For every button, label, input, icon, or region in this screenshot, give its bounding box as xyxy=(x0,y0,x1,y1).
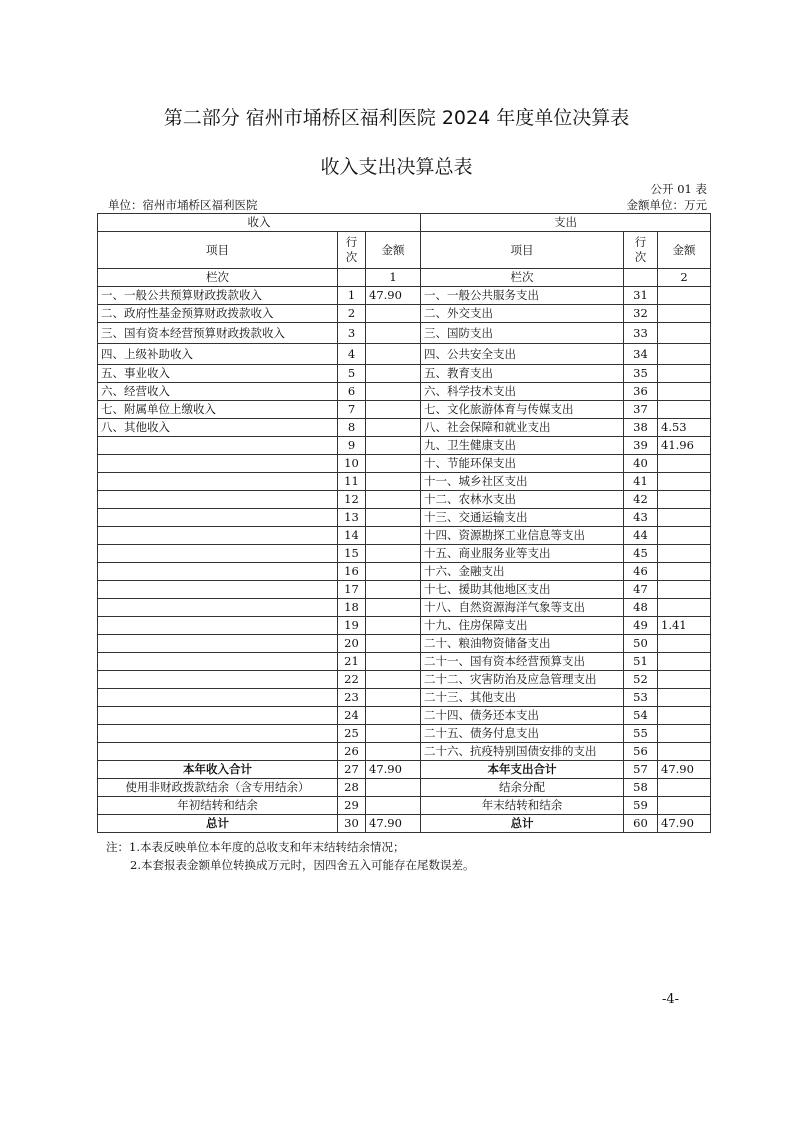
table-row xyxy=(98,401,711,419)
expense-row-number: 44 xyxy=(624,527,658,545)
income-item xyxy=(98,545,338,563)
summary-row xyxy=(98,761,711,779)
table-row xyxy=(98,671,711,689)
income-item xyxy=(98,473,338,491)
income-amount: 47.90 xyxy=(366,287,421,305)
income-item: 七、附属单位上缴收入 xyxy=(98,401,338,419)
expense-amount xyxy=(658,545,711,563)
income-amount xyxy=(366,779,421,797)
expense-row-number: 51 xyxy=(624,653,658,671)
expense-item: 三、国防支出 xyxy=(421,323,624,344)
income-amount xyxy=(366,797,421,815)
expense-amount: 47.90 xyxy=(658,761,711,779)
expense-row-number: 41 xyxy=(624,473,658,491)
expense-row-number: 42 xyxy=(624,491,658,509)
form-number: 公开 01 表 xyxy=(650,182,707,196)
expense-item: 二十一、国有资本经营预算支出 xyxy=(421,653,624,671)
expense-row-number: 50 xyxy=(624,635,658,653)
income-amount xyxy=(366,365,421,383)
page-title: 第二部分 宿州市埇桥区福利医院 2024 年度单位决算表 xyxy=(163,107,630,129)
summary-row xyxy=(98,779,711,797)
expense-item: 二十四、债务还本支出 xyxy=(421,707,624,725)
expense-amount xyxy=(658,779,711,797)
expense-item: 五、教育支出 xyxy=(421,365,624,383)
expense-amount xyxy=(658,743,711,761)
income-item: 一、一般公共预算财政拨款收入 xyxy=(98,287,338,305)
income-item: 六、经营收入 xyxy=(98,383,338,401)
income-amount xyxy=(366,509,421,527)
table-row xyxy=(98,743,711,761)
expense-row-number: 55 xyxy=(624,725,658,743)
expense-amount xyxy=(658,563,711,581)
expense-item: 十七、援助其他地区支出 xyxy=(421,581,624,599)
expense-item: 二十三、其他支出 xyxy=(421,689,624,707)
income-row-number: 2 xyxy=(338,305,366,323)
expense-item: 十五、商业服务业等支出 xyxy=(421,545,624,563)
income-amount xyxy=(366,671,421,689)
unit-label: 单位：宿州市埇桥区福利医院 xyxy=(108,198,258,212)
income-item: 八、其他收入 xyxy=(98,419,338,437)
income-lanci-label: 栏次 xyxy=(98,269,338,287)
expense-row-number: 59 xyxy=(624,797,658,815)
income-rowno-header: 行 次 xyxy=(338,232,366,269)
table-row xyxy=(98,455,711,473)
table-row xyxy=(98,419,711,437)
expense-row-number: 39 xyxy=(624,437,658,455)
income-summary-label: 使用非财政拨款结余（含专用结余） xyxy=(98,779,338,797)
income-row-number: 11 xyxy=(338,473,366,491)
expense-row-number: 40 xyxy=(624,455,658,473)
expense-row-number: 48 xyxy=(624,599,658,617)
income-item: 二、政府性基金预算财政拨款收入 xyxy=(98,305,338,323)
income-amount xyxy=(366,545,421,563)
income-summary-label: 年初结转和结余 xyxy=(98,797,338,815)
expense-row-number: 58 xyxy=(624,779,658,797)
expense-row-number: 38 xyxy=(624,419,658,437)
income-item: 五、事业收入 xyxy=(98,365,338,383)
income-item xyxy=(98,599,338,617)
section-header-row xyxy=(98,214,711,232)
expense-row-number: 49 xyxy=(624,617,658,635)
table-row xyxy=(98,617,711,635)
expense-item: 二十、粮油物资储备支出 xyxy=(421,635,624,653)
table-row xyxy=(98,473,711,491)
summary-row xyxy=(98,815,711,833)
table-row xyxy=(98,545,711,563)
income-row-number: 12 xyxy=(338,491,366,509)
table-row xyxy=(98,635,711,653)
income-amount xyxy=(366,563,421,581)
income-row-number: 27 xyxy=(338,761,366,779)
column-header-row xyxy=(98,232,711,269)
income-item xyxy=(98,455,338,473)
income-item xyxy=(98,617,338,635)
table-row xyxy=(98,725,711,743)
expense-item: 十、节能环保支出 xyxy=(421,455,624,473)
income-row-number: 25 xyxy=(338,725,366,743)
page-number: -4- xyxy=(662,992,680,1007)
income-lanci-value: 1 xyxy=(366,269,421,287)
income-item xyxy=(98,437,338,455)
expense-amount: 4.53 xyxy=(658,419,711,437)
income-row-number: 29 xyxy=(338,797,366,815)
expense-row-number: 53 xyxy=(624,689,658,707)
table-row xyxy=(98,437,711,455)
expense-item: 八、社会保障和就业支出 xyxy=(421,419,624,437)
table-row xyxy=(98,491,711,509)
expense-lanci-rowno xyxy=(624,269,658,287)
expense-summary-label: 年末结转和结余 xyxy=(421,797,624,815)
expense-amount xyxy=(658,581,711,599)
expense-amount xyxy=(658,527,711,545)
income-row-number: 1 xyxy=(338,287,366,305)
expense-item: 十二、农林水支出 xyxy=(421,491,624,509)
income-amount xyxy=(366,707,421,725)
expense-lanci-value: 2 xyxy=(658,269,711,287)
expense-amount xyxy=(658,707,711,725)
income-row-number: 24 xyxy=(338,707,366,725)
expense-item: 七、文化旅游体育与传媒支出 xyxy=(421,401,624,419)
expense-row-number: 34 xyxy=(624,344,658,365)
income-row-number: 23 xyxy=(338,689,366,707)
income-amount xyxy=(366,473,421,491)
income-item: 三、国有资本经营预算财政拨款收入 xyxy=(98,323,338,344)
table-row xyxy=(98,653,711,671)
expense-row-number: 43 xyxy=(624,509,658,527)
income-row-number: 7 xyxy=(338,401,366,419)
income-amount: 47.90 xyxy=(366,761,421,779)
income-amount xyxy=(366,401,421,419)
income-row-number: 4 xyxy=(338,344,366,365)
income-amount xyxy=(366,323,421,344)
income-row-number: 19 xyxy=(338,617,366,635)
expense-row-number: 35 xyxy=(624,365,658,383)
expense-lanci-label: 栏次 xyxy=(421,269,624,287)
expense-amount xyxy=(658,455,711,473)
expense-item: 四、公共安全支出 xyxy=(421,344,624,365)
expense-amount xyxy=(658,365,711,383)
expense-row-number: 60 xyxy=(624,815,658,833)
expense-item-header: 项目 xyxy=(421,232,624,269)
income-amount xyxy=(366,455,421,473)
income-amount xyxy=(366,635,421,653)
expense-row-number: 32 xyxy=(624,305,658,323)
table-row xyxy=(98,323,711,344)
expense-amount xyxy=(658,797,711,815)
expense-item: 二十五、债务付息支出 xyxy=(421,725,624,743)
table-row xyxy=(98,707,711,725)
expense-rowno-header: 行 次 xyxy=(624,232,658,269)
expense-amount xyxy=(658,491,711,509)
expense-amount xyxy=(658,287,711,305)
income-amount xyxy=(366,689,421,707)
income-row-number: 8 xyxy=(338,419,366,437)
expense-amount xyxy=(658,509,711,527)
note-line-2: 2.本套报表金额单位转换成万元时，因四舍五入可能存在尾数误差。 xyxy=(130,858,475,872)
expense-amount xyxy=(658,401,711,419)
income-amount xyxy=(366,437,421,455)
income-expense-table xyxy=(97,213,711,833)
income-amount xyxy=(366,527,421,545)
income-row-number: 28 xyxy=(338,779,366,797)
income-item xyxy=(98,563,338,581)
expense-amount xyxy=(658,473,711,491)
income-row-number: 3 xyxy=(338,323,366,344)
expense-amount xyxy=(658,689,711,707)
income-amount xyxy=(366,344,421,365)
income-amount xyxy=(366,653,421,671)
income-row-number: 22 xyxy=(338,671,366,689)
table-title: 收入支出决算总表 xyxy=(320,156,473,178)
income-row-number: 13 xyxy=(338,509,366,527)
income-row-number: 15 xyxy=(338,545,366,563)
table-row xyxy=(98,509,711,527)
income-amount xyxy=(366,419,421,437)
income-item xyxy=(98,635,338,653)
income-amount: 47.90 xyxy=(366,815,421,833)
income-summary-label: 本年收入合计 xyxy=(98,761,338,779)
expense-item: 十四、资源勘探工业信息等支出 xyxy=(421,527,624,545)
amount-unit: 金额单位：万元 xyxy=(626,198,707,212)
expense-row-number: 45 xyxy=(624,545,658,563)
table-row xyxy=(98,383,711,401)
income-lanci-rowno xyxy=(338,269,366,287)
table-row xyxy=(98,287,711,305)
expense-item: 二十六、抗疫特别国债安排的支出 xyxy=(421,743,624,761)
table-row xyxy=(98,689,711,707)
income-item xyxy=(98,491,338,509)
expense-amount xyxy=(658,635,711,653)
income-row-number: 20 xyxy=(338,635,366,653)
income-amount xyxy=(366,581,421,599)
income-item xyxy=(98,671,338,689)
expense-amount: 41.96 xyxy=(658,437,711,455)
expense-item: 十九、住房保障支出 xyxy=(421,617,624,635)
income-item xyxy=(98,527,338,545)
table-row xyxy=(98,305,711,323)
expense-amount xyxy=(658,305,711,323)
income-amount-header: 金额 xyxy=(366,232,421,269)
expense-item: 二、外交支出 xyxy=(421,305,624,323)
expense-amount-header: 金额 xyxy=(658,232,711,269)
income-amount xyxy=(366,725,421,743)
income-item xyxy=(98,707,338,725)
expense-row-number: 36 xyxy=(624,383,658,401)
expense-row-number: 52 xyxy=(624,671,658,689)
expense-item: 二十二、灾害防治及应急管理支出 xyxy=(421,671,624,689)
expense-amount xyxy=(658,383,711,401)
income-item-header: 项目 xyxy=(98,232,338,269)
income-amount xyxy=(366,305,421,323)
expense-item: 一、一般公共服务支出 xyxy=(421,287,624,305)
expense-amount xyxy=(658,344,711,365)
expense-row-number: 57 xyxy=(624,761,658,779)
lanci-row xyxy=(98,269,711,287)
expense-row-number: 31 xyxy=(624,287,658,305)
note-line-1: 注：1.本表反映单位本年度的总收支和年末结转结余情况； xyxy=(106,840,405,854)
notes xyxy=(106,838,474,874)
table-row xyxy=(98,527,711,545)
expense-amount xyxy=(658,599,711,617)
expense-item: 十一、城乡社区支出 xyxy=(421,473,624,491)
income-amount xyxy=(366,599,421,617)
summary-row xyxy=(98,797,711,815)
table-row xyxy=(98,563,711,581)
income-summary-label: 总计 xyxy=(98,815,338,833)
expense-amount xyxy=(658,725,711,743)
expense-row-number: 46 xyxy=(624,563,658,581)
income-row-number: 16 xyxy=(338,563,366,581)
expense-amount xyxy=(658,653,711,671)
expense-row-number: 47 xyxy=(624,581,658,599)
income-item xyxy=(98,725,338,743)
expense-header: 支出 xyxy=(421,214,711,232)
income-item xyxy=(98,653,338,671)
income-amount xyxy=(366,491,421,509)
income-row-number: 26 xyxy=(338,743,366,761)
income-row-number: 6 xyxy=(338,383,366,401)
expense-item: 十六、金融支出 xyxy=(421,563,624,581)
income-amount xyxy=(366,383,421,401)
expense-item: 九、卫生健康支出 xyxy=(421,437,624,455)
income-row-number: 5 xyxy=(338,365,366,383)
income-row-number: 10 xyxy=(338,455,366,473)
expense-summary-label: 本年支出合计 xyxy=(421,761,624,779)
expense-amount xyxy=(658,323,711,344)
table-row xyxy=(98,365,711,383)
income-row-number: 17 xyxy=(338,581,366,599)
income-amount xyxy=(366,617,421,635)
income-row-number: 14 xyxy=(338,527,366,545)
table-row xyxy=(98,344,711,365)
income-row-number: 18 xyxy=(338,599,366,617)
income-item xyxy=(98,689,338,707)
income-item xyxy=(98,743,338,761)
income-row-number: 30 xyxy=(338,815,366,833)
expense-summary-label: 结余分配 xyxy=(421,779,624,797)
income-item xyxy=(98,509,338,527)
expense-row-number: 56 xyxy=(624,743,658,761)
income-header: 收入 xyxy=(98,214,421,232)
expense-row-number: 37 xyxy=(624,401,658,419)
table-row xyxy=(98,581,711,599)
income-amount xyxy=(366,743,421,761)
expense-summary-label: 总计 xyxy=(421,815,624,833)
income-item: 四、上级补助收入 xyxy=(98,344,338,365)
expense-amount: 1.41 xyxy=(658,617,711,635)
expense-item: 六、科学技术支出 xyxy=(421,383,624,401)
expense-amount xyxy=(658,671,711,689)
expense-row-number: 33 xyxy=(624,323,658,344)
table-row xyxy=(98,599,711,617)
expense-row-number: 54 xyxy=(624,707,658,725)
expense-item: 十三、交通运输支出 xyxy=(421,509,624,527)
expense-amount: 47.90 xyxy=(658,815,711,833)
income-item xyxy=(98,581,338,599)
income-row-number: 9 xyxy=(338,437,366,455)
income-row-number: 21 xyxy=(338,653,366,671)
expense-item: 十八、自然资源海洋气象等支出 xyxy=(421,599,624,617)
